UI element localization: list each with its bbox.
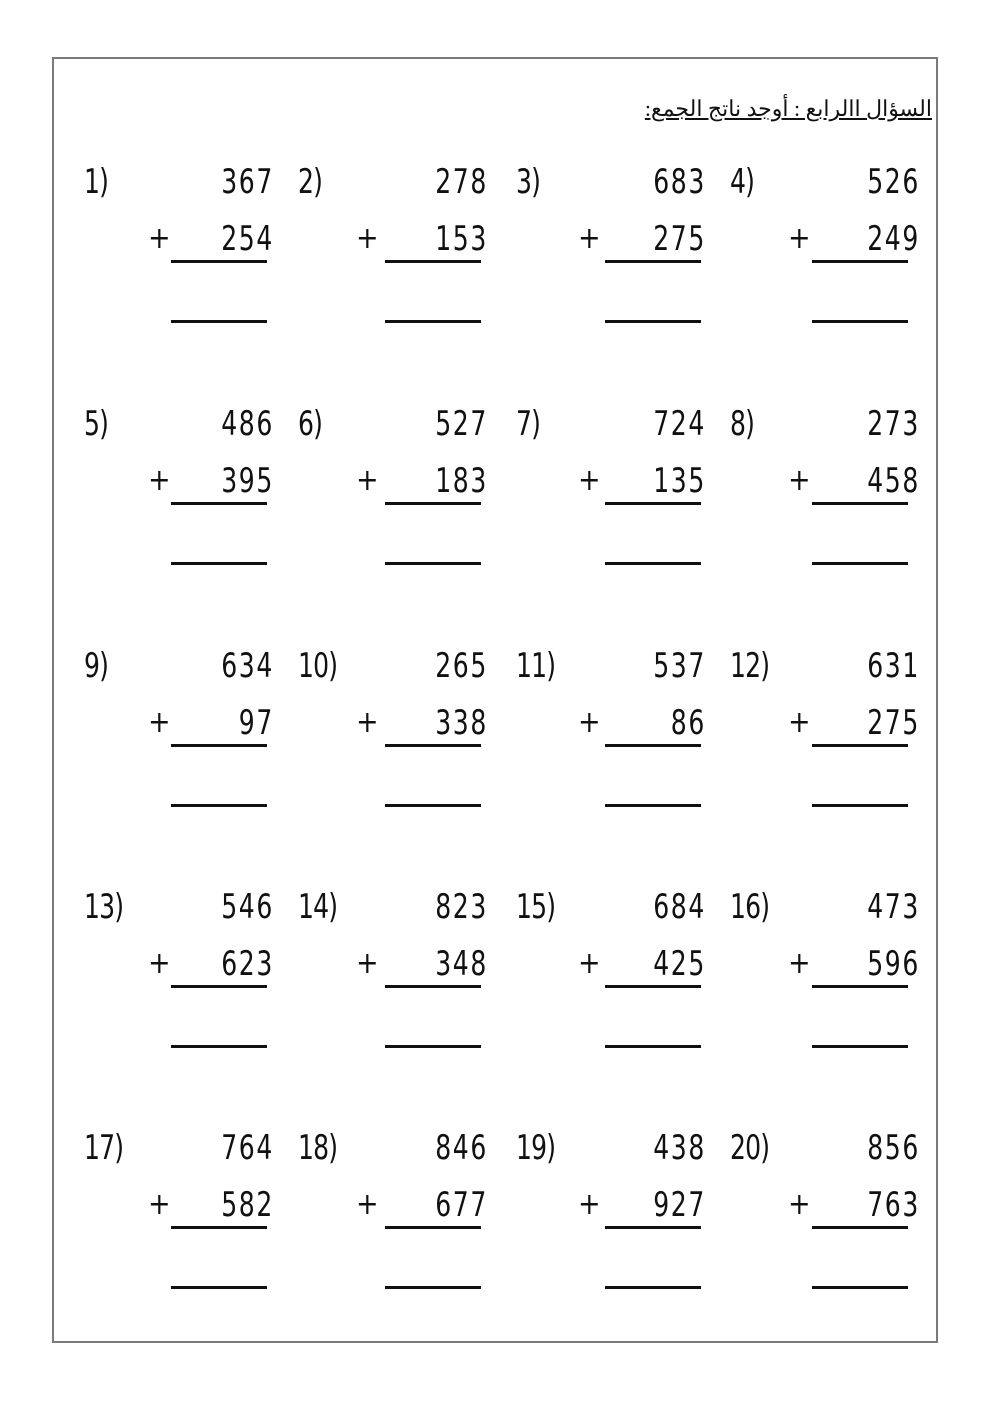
answer-blank[interactable] [171, 320, 267, 323]
second-addend: 927 [653, 1185, 706, 1225]
problem-11 [516, 644, 706, 844]
problem-16 [730, 885, 920, 1085]
problem-number: 1) [84, 162, 109, 202]
second-addend: 763 [867, 1185, 920, 1225]
problem-number: 9) [84, 646, 109, 686]
problem-number: 11) [516, 646, 556, 686]
problem-number: 14) [298, 887, 338, 927]
answer-blank[interactable] [385, 562, 481, 565]
plus-sign: + [578, 221, 601, 256]
problem-5 [84, 402, 274, 602]
first-addend: 278 [435, 162, 488, 202]
sum-line [171, 744, 267, 747]
plus-sign: + [788, 946, 811, 981]
problem-4 [730, 160, 920, 360]
sum-line [812, 502, 908, 505]
first-addend: 683 [653, 162, 706, 202]
problem-number: 6) [298, 404, 323, 444]
first-addend: 764 [221, 1128, 274, 1168]
problem-number: 18) [298, 1128, 338, 1168]
first-addend: 634 [221, 646, 274, 686]
sum-line [385, 260, 481, 263]
answer-blank[interactable] [812, 1286, 908, 1289]
problem-number: 2) [298, 162, 323, 202]
answer-blank[interactable] [812, 1045, 908, 1048]
problem-number: 15) [516, 887, 556, 927]
first-addend: 527 [435, 404, 488, 444]
first-addend: 486 [221, 404, 274, 444]
problem-number: 3) [516, 162, 541, 202]
sum-line [605, 502, 701, 505]
problem-6 [298, 402, 488, 602]
sum-line [385, 985, 481, 988]
plus-sign: + [148, 463, 171, 498]
second-addend: 623 [221, 944, 274, 984]
answer-blank[interactable] [385, 1286, 481, 1289]
plus-sign: + [788, 705, 811, 740]
problem-number: 7) [516, 404, 541, 444]
plus-sign: + [578, 946, 601, 981]
first-addend: 526 [867, 162, 920, 202]
plus-sign: + [356, 463, 379, 498]
first-addend: 546 [221, 887, 274, 927]
answer-blank[interactable] [385, 804, 481, 807]
plus-sign: + [356, 1187, 379, 1222]
plus-sign: + [578, 463, 601, 498]
sum-line [812, 260, 908, 263]
sum-line [812, 1226, 908, 1229]
second-addend: 275 [867, 703, 920, 743]
question-instruction: أوجد ناتج الجمع: [644, 96, 789, 121]
problem-number: 19) [516, 1128, 556, 1168]
second-addend: 153 [435, 219, 488, 259]
problem-number: 17) [84, 1128, 124, 1168]
problem-8 [730, 402, 920, 602]
plus-sign: + [788, 1187, 811, 1222]
answer-blank[interactable] [171, 1286, 267, 1289]
second-addend: 135 [653, 461, 706, 501]
answer-blank[interactable] [385, 1045, 481, 1048]
problem-number: 8) [730, 404, 755, 444]
answer-blank[interactable] [605, 804, 701, 807]
problem-13 [84, 885, 274, 1085]
problem-1 [84, 160, 274, 360]
sum-line [171, 502, 267, 505]
second-addend: 338 [435, 703, 488, 743]
plus-sign: + [578, 1187, 601, 1222]
answer-blank[interactable] [171, 1045, 267, 1048]
first-addend: 856 [867, 1128, 920, 1168]
answer-blank[interactable] [385, 320, 481, 323]
answer-blank[interactable] [171, 804, 267, 807]
second-addend: 86 [670, 703, 706, 743]
second-addend: 97 [238, 703, 274, 743]
problem-3 [516, 160, 706, 360]
problem-number: 5) [84, 404, 109, 444]
second-addend: 425 [653, 944, 706, 984]
plus-sign: + [356, 221, 379, 256]
problem-17 [84, 1126, 274, 1326]
problem-14 [298, 885, 488, 1085]
problem-2 [298, 160, 488, 360]
second-addend: 458 [867, 461, 920, 501]
problem-9 [84, 644, 274, 844]
first-addend: 265 [435, 646, 488, 686]
second-addend: 582 [221, 1185, 274, 1225]
sum-line [605, 744, 701, 747]
problem-number: 16) [730, 887, 770, 927]
second-addend: 275 [653, 219, 706, 259]
question-number: السؤال االرابع : [788, 96, 932, 121]
sum-line [605, 985, 701, 988]
problem-15 [516, 885, 706, 1085]
plus-sign: + [148, 705, 171, 740]
answer-blank[interactable] [812, 562, 908, 565]
plus-sign: + [578, 705, 601, 740]
first-addend: 684 [653, 887, 706, 927]
second-addend: 677 [435, 1185, 488, 1225]
sum-line [385, 1226, 481, 1229]
sum-line [605, 1226, 701, 1229]
first-addend: 438 [653, 1128, 706, 1168]
second-addend: 395 [221, 461, 274, 501]
sum-line [812, 985, 908, 988]
second-addend: 254 [221, 219, 274, 259]
answer-blank[interactable] [812, 320, 908, 323]
problem-12 [730, 644, 920, 844]
plus-sign: + [356, 946, 379, 981]
problem-10 [298, 644, 488, 844]
first-addend: 537 [653, 646, 706, 686]
plus-sign: + [356, 705, 379, 740]
answer-blank[interactable] [605, 320, 701, 323]
answer-blank[interactable] [812, 804, 908, 807]
answer-blank[interactable] [605, 562, 701, 565]
second-addend: 348 [435, 944, 488, 984]
problem-number: 13) [84, 887, 124, 927]
plus-sign: + [788, 221, 811, 256]
sum-line [171, 260, 267, 263]
problem-19 [516, 1126, 706, 1326]
second-addend: 249 [867, 219, 920, 259]
answer-blank[interactable] [605, 1286, 701, 1289]
problem-number: 12) [730, 646, 770, 686]
first-addend: 473 [867, 887, 920, 927]
problem-number: 20) [730, 1128, 770, 1168]
first-addend: 273 [867, 404, 920, 444]
problem-7 [516, 402, 706, 602]
sum-line [171, 1226, 267, 1229]
second-addend: 596 [867, 944, 920, 984]
problem-20 [730, 1126, 920, 1326]
sum-line [385, 744, 481, 747]
first-addend: 367 [221, 162, 274, 202]
plus-sign: + [148, 946, 171, 981]
sum-line [605, 260, 701, 263]
plus-sign: + [788, 463, 811, 498]
sum-line [385, 502, 481, 505]
sum-line [812, 744, 908, 747]
question-title [560, 94, 932, 124]
problem-number: 4) [730, 162, 755, 202]
problem-number: 10) [298, 646, 338, 686]
answer-blank[interactable] [605, 1045, 701, 1048]
first-addend: 631 [867, 646, 920, 686]
sum-line [171, 985, 267, 988]
first-addend: 846 [435, 1128, 488, 1168]
first-addend: 724 [653, 404, 706, 444]
plus-sign: + [148, 1187, 171, 1222]
first-addend: 823 [435, 887, 488, 927]
problem-18 [298, 1126, 488, 1326]
second-addend: 183 [435, 461, 488, 501]
plus-sign: + [148, 221, 171, 256]
answer-blank[interactable] [171, 562, 267, 565]
